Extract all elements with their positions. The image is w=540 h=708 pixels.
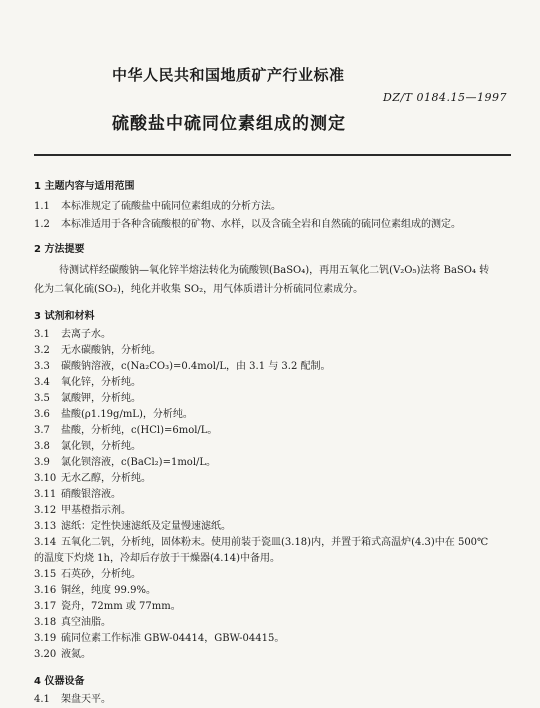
clause-text: 架盘天平。 [61,694,111,705]
clause [34,469,151,484]
clause [34,325,111,340]
clause-text: 氯酸钾，分析纯。 [61,393,141,404]
clause-number: 3.16 [34,585,57,596]
clause-number: 3.10 [34,473,57,484]
clause-number: 3.13 [34,521,57,532]
clause [34,421,217,436]
paragraph-line: 待测试样经碳酸钠—氧化锌半熔法转化为硫酸钡(BaSO₄)，再用五氧化二钒(V₂O₅)法将 BaSO₄ 转 [59,265,490,276]
standard-code: DZ/T 0184.15—1997 [383,91,507,104]
clause [34,565,141,580]
clause-number: 1.2 [34,219,50,230]
paragraph-line: 化为二氧化硫(SO₂)，纯化并收集 SO₂，用气体质谱计分析硫同位素成分。 [34,284,364,295]
clause-text: 滤纸：定性快速滤纸及定量慢速滤纸。 [61,521,231,532]
clause [34,215,461,230]
clause-number: 3.18 [34,617,57,628]
clause-number: 3.11 [34,489,57,500]
clause-text: 氯化钡溶液，c(BaCl₂)=1mol/L。 [61,457,217,468]
clause-text: 硫同位素工作标准 GBW-04414，GBW-04415。 [61,633,285,644]
clause [34,690,111,705]
clause [34,613,111,628]
clause-text: 盐酸(ρ1.19g/mL)，分析纯。 [61,409,193,420]
clause-text: 本标准适用于各种含硫酸根的矿物、水样，以及含硫全岩和自然硫的硫同位素组成的测定。 [61,219,461,230]
clause [34,645,91,660]
clause-number: 3.5 [34,393,50,404]
clause-number: 4.1 [34,694,50,705]
clause [34,453,216,468]
clause-number: 3.17 [34,601,57,612]
clause-text: 石英砂，分析纯。 [61,569,141,580]
clause-text: 碳酸钠溶液，c(Na₂CO₃)=0.4mol/L，由 3.1 与 3.2 配制。 [61,361,331,372]
clause-text: 五氧化二钒，分析纯，固体粉末。使用前装于瓷皿(3.18)内，并置于箱式高温炉(4.3)中在 500℃ [61,537,489,548]
clause-text: 硝酸银溶液。 [61,489,121,500]
clause-text: 本标准规定了硫酸盐中硫同位素组成的分析方法。 [61,201,281,212]
clause [34,597,181,612]
clause [34,533,488,548]
clause-number: 3.14 [34,537,57,548]
clause [34,405,193,420]
clause [34,341,161,356]
clause-number: 3.19 [34,633,57,644]
title-divider [34,154,511,156]
clause-text: 氯化钡，分析纯。 [61,441,141,452]
clause-number: 3.6 [34,409,50,420]
clause-number: 3.20 [34,649,57,660]
section-heading: 2 方法提要 [34,244,85,255]
clause-text: 瓷舟，72mm 或 77mm。 [61,601,181,612]
clause [34,485,121,500]
clause-text: 液氮。 [61,649,91,660]
section-heading: 4 仪器设备 [34,676,85,687]
clause-number: 3.15 [34,569,57,580]
clause-text: 真空油脂。 [61,617,111,628]
clause-number: 3.4 [34,377,50,388]
clause-continuation [34,549,280,564]
clause [34,389,141,404]
clause-text: 去离子水。 [61,329,111,340]
clause [34,501,131,516]
org-title: 中华人民共和国地质矿产行业标准 [112,66,345,84]
clause-number: 3.9 [34,457,50,468]
clause-number: 3.7 [34,425,50,436]
clause-number: 3.2 [34,345,50,356]
clause-number: 3.12 [34,505,57,516]
clause-text: 无水乙醇，分析纯。 [61,473,151,484]
clause [34,629,284,644]
clause-number: 3.1 [34,329,50,340]
clause-number: 3.3 [34,361,50,372]
clause-number: 1.1 [34,201,50,212]
clause [34,437,141,452]
section-heading: 1 主题内容与适用范围 [34,181,135,192]
clause-text: 铜丝，纯度 99.9%。 [61,585,156,596]
clause [34,357,331,372]
clause [34,373,141,388]
clause-text: 的温度下灼烧 1h，冷却后存放于干燥器(4.14)中备用。 [34,553,281,564]
clause [34,581,156,596]
clause [34,517,231,532]
clause-text: 甲基橙指示剂。 [61,505,131,516]
clause-number: 3.8 [34,441,50,452]
clause-text: 无水碳酸钠，分析纯。 [61,345,161,356]
document-title: 硫酸盐中硫同位素组成的测定 [112,114,346,134]
clause [34,197,281,212]
clause-text: 氧化锌，分析纯。 [61,377,141,388]
clause-text: 盐酸，分析纯，c(HCl)=6mol/L。 [61,425,218,436]
section-heading: 3 试剂和材料 [34,311,95,322]
